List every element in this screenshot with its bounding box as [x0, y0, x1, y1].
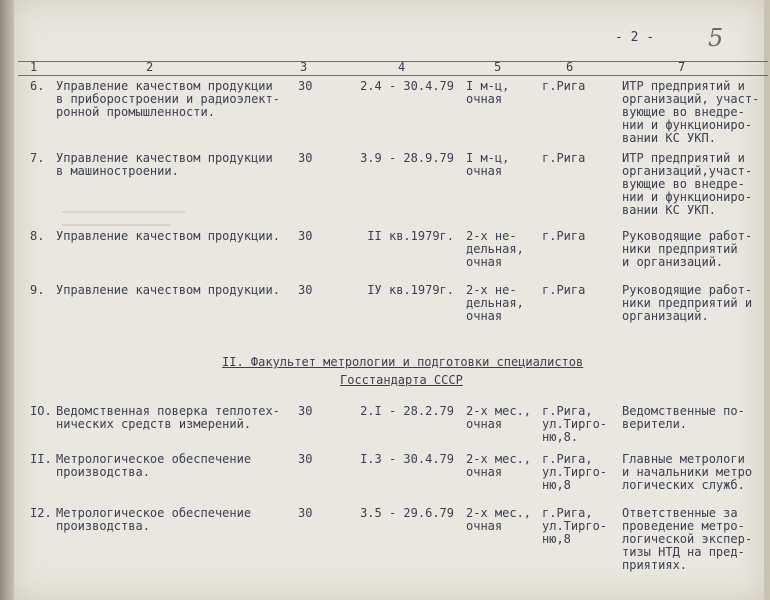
row-9-audience-line: Руководящие работ-	[622, 283, 753, 297]
row-11-title-line: производства.	[56, 465, 150, 479]
row-11-place-line: ню,8	[542, 478, 571, 492]
row-12-form-line: 2-х мес.,	[466, 506, 532, 520]
row-7-audience-line: вании КС УКП.	[622, 203, 716, 217]
pencil-page-mark: 5	[708, 24, 724, 52]
header-top-rule	[18, 61, 768, 62]
row-6-form-line: очная	[466, 92, 503, 106]
row-9-num: 9.	[30, 283, 45, 297]
row-7-form-line: I м-ц,	[466, 151, 510, 165]
row-7-place-line: г.Рига	[542, 151, 586, 165]
row-12-place-line: г.Рига,	[542, 506, 593, 520]
section-heading-line-1: II. Факультет метрологии и подготовки специалистов	[222, 355, 584, 369]
column-header-7: 7	[678, 60, 686, 74]
row-7-dates: 3.9 - 28.9.79	[360, 151, 454, 165]
row-11-place-line: г.Рига,	[542, 452, 593, 466]
column-header-1: 1	[30, 60, 38, 74]
row-12-dates: 3.5 - 29.6.79	[360, 506, 454, 520]
row-8-dates: II кв.1979г.	[367, 229, 454, 243]
row-7-num: 7.	[30, 151, 45, 165]
bleed-through-mark: ▁▁▁▁▁▁▁▁▁▁▁▁▁▁▁	[62, 212, 171, 226]
row-12-audience-line: тизы НТД на пред-	[622, 545, 745, 559]
bleed-through-mark: ▁▁▁▁▁▁▁▁▁▁▁▁▁▁▁▁▁	[62, 199, 185, 213]
row-10-audience-line: Ведомственные по-	[622, 404, 745, 418]
row-12-audience-line: логической экспер-	[622, 532, 753, 546]
row-9-form-line: очная	[466, 309, 503, 323]
row-11-audience-line: и начальники метро	[622, 465, 753, 479]
row-10-place-line: ул.Тирго-	[542, 417, 608, 431]
row-7-audience-line: нии и функциониро-	[622, 190, 753, 204]
column-header-6: 6	[566, 60, 574, 74]
row-10-form-line: очная	[466, 417, 503, 431]
row-6-dates: 2.4 - 30.4.79	[360, 79, 454, 93]
row-10-place-line: ню,8.	[542, 430, 579, 444]
row-9-form-line: дельная,	[466, 296, 524, 310]
row-9-audience-line: ники предприятий и	[622, 296, 753, 310]
row-8-place-line: г.Рига	[542, 229, 586, 243]
row-12-place-line: ул.Тирго-	[542, 519, 608, 533]
row-11-dates: I.3 - 30.4.79	[360, 452, 454, 466]
row-12-audience-line: приятиях.	[622, 558, 688, 572]
row-6-num: 6.	[30, 79, 45, 93]
row-12-audience-line: проведение метро-	[622, 519, 745, 533]
row-8-hours: 30	[298, 229, 313, 243]
row-6-form-line: I м-ц,	[466, 79, 510, 93]
row-11-audience-line: Главные метрологи	[622, 452, 745, 466]
row-9-audience-line: организаций.	[622, 309, 709, 323]
row-8-num: 8.	[30, 229, 45, 243]
row-8-form-line: 2-х не-	[466, 229, 517, 243]
row-6-audience-line: ИТР предприятий и	[622, 79, 745, 93]
row-10-hours: 30	[298, 404, 313, 418]
row-12-title-line: производства.	[56, 519, 150, 533]
row-12-form-line: очная	[466, 519, 503, 533]
row-9-form-line: 2-х не-	[466, 283, 517, 297]
row-6-audience-line: нии и функциониро-	[622, 118, 753, 132]
row-6-audience-line: организаций, участ-	[622, 92, 760, 106]
row-11-num: II.	[30, 452, 52, 466]
row-7-audience-line: вующие во внедре-	[622, 177, 745, 191]
row-8-form-line: очная	[466, 255, 503, 269]
row-6-title-line: в приборостроении и радиоэлект-	[56, 92, 280, 106]
row-8-audience-line: ники предприятий	[622, 242, 738, 256]
row-8-title-line: Управление качеством продукции.	[56, 229, 280, 243]
row-8-form-line: дельная,	[466, 242, 524, 256]
column-header-2: 2	[146, 60, 154, 74]
page-number: - 2 -	[615, 30, 655, 45]
row-8-audience-line: Руководящие работ-	[622, 229, 753, 243]
row-12-place-line: ню,8	[542, 532, 571, 546]
row-6-audience-line: вании КС УКП.	[622, 131, 716, 145]
row-10-form-line: 2-х мес.,	[466, 404, 532, 418]
row-9-dates: IУ кв.1979г.	[367, 283, 454, 297]
row-10-place-line: г.Рига,	[542, 404, 593, 418]
row-11-form-line: 2-х мес.,	[466, 452, 532, 466]
row-6-title-line: ронной промышленности.	[56, 105, 215, 119]
row-7-form-line: очная	[466, 164, 503, 178]
row-9-hours: 30	[298, 283, 313, 297]
row-7-hours: 30	[298, 151, 313, 165]
row-10-title-line: Ведомственная поверка теплотех-	[56, 404, 280, 418]
row-11-audience-line: логических служб.	[622, 478, 745, 492]
row-9-title-line: Управление качеством продукции.	[56, 283, 280, 297]
row-12-hours: 30	[298, 506, 313, 520]
row-7-audience-line: организаций,участ-	[622, 164, 753, 178]
column-header-5: 5	[494, 60, 502, 74]
row-11-form-line: очная	[466, 465, 503, 479]
row-7-title-line: Управление качеством продукции	[56, 151, 273, 165]
row-9-place-line: г.Рига	[542, 283, 586, 297]
row-11-title-line: Метрологическое обеспечение	[56, 452, 252, 466]
row-6-place-line: г.Рига	[542, 79, 586, 93]
row-11-place-line: ул.Тирго-	[542, 465, 608, 479]
row-10-title-line: нических средств измерений.	[56, 417, 252, 431]
row-10-dates: 2.I - 28.2.79	[360, 404, 454, 418]
row-10-num: IO.	[30, 404, 52, 418]
row-12-num: I2.	[30, 506, 52, 520]
row-12-title-line: Метрологическое обеспечение	[56, 506, 252, 520]
column-header-3: 3	[300, 60, 308, 74]
row-10-audience-line: верители.	[622, 417, 688, 431]
binding-edge	[0, 0, 14, 600]
row-8-audience-line: и организаций.	[622, 255, 724, 269]
row-11-hours: 30	[298, 452, 313, 466]
row-7-audience-line: ИТР предприятий и	[622, 151, 745, 165]
section-heading-line-2: Госстандарта СССР	[340, 373, 463, 387]
row-12-audience-line: Ответственные за	[622, 506, 738, 520]
row-6-title-line: Управление качеством продукции	[56, 79, 273, 93]
row-7-title-line: в машиностроении.	[56, 164, 179, 178]
header-bottom-rule	[18, 75, 768, 76]
column-header-4: 4	[398, 60, 406, 74]
row-6-hours: 30	[298, 79, 313, 93]
row-6-audience-line: вующие во внедре-	[622, 105, 745, 119]
